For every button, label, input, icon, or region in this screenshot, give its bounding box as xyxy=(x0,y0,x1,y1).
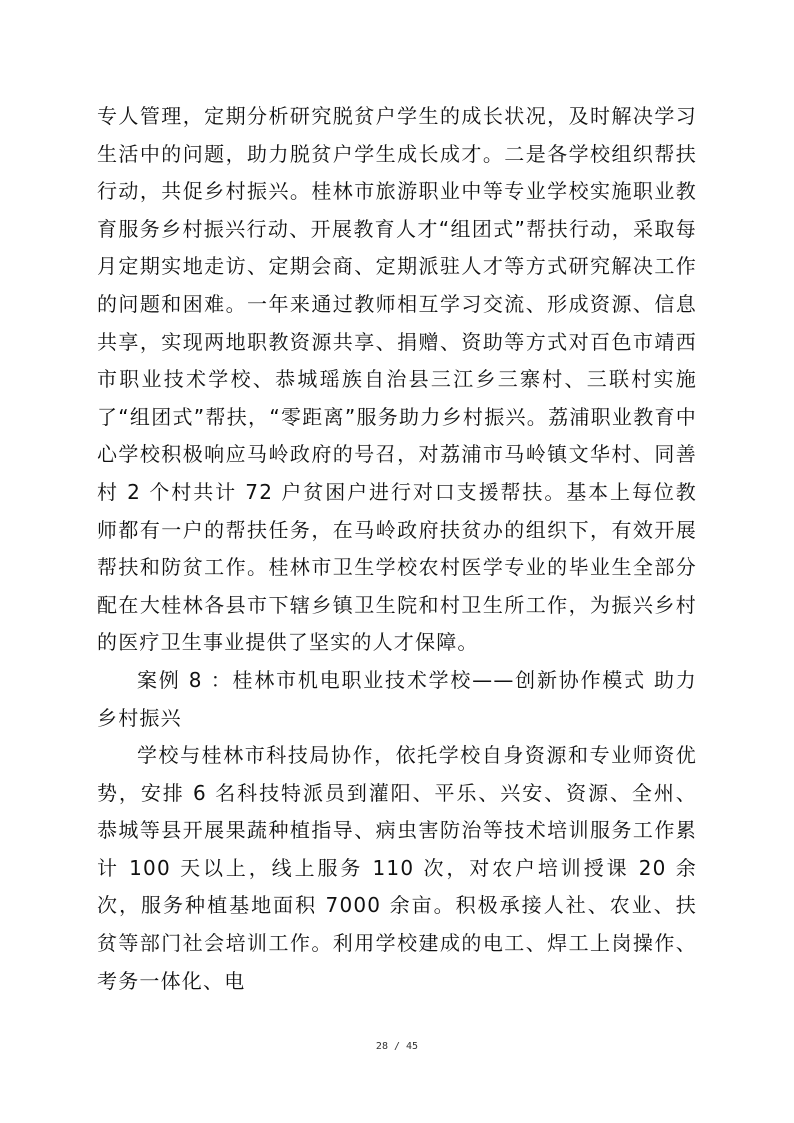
page-body xyxy=(97,98,697,1000)
page-number: 28 / 45 xyxy=(375,1041,419,1052)
body-paragraph-1: 专人管理，定期分析研究脱贫户学生的成长状况，及时解决学习生活中的问题，助力脱贫户学生成长成才。二是各学校组织帮扶行动，共促乡村振兴。桂林市旅游职业中等专业学校实施职业教育服务乡村振兴行动、开展教育人才“组团式”帮扶行动，采取每月定期实地走访、定期会商、定期派驻人才等方式研究解决工作的问题和困难。一年来通过教师相互学习交流、形成资源、信息共享，实现两地职教资源共享、捐赠、资助等方式对百色市靖西市职业技术学校、恭城瑶族自治县三江乡三寨村、三联村实施了“组团式”帮扶，“零距离”服务助力乡村振兴。荔浦职业教育中心学校积极响应马岭政府的号召，对荔浦市马岭镇文华村、同善村 2 个村共计 72 户贫困户进行对口支援帮扶。基本上每位教师都有一户的帮扶任务，在马岭政府扶贫办的组织下，有效开展帮扶和防贫工作。桂林市卫生学校农村医学专业的毕业生全部分配在大桂林各县市下辖乡镇卫生院和村卫生所工作，为振兴乡村的医疗卫生事业提供了坚实的人才保障。 xyxy=(97,104,697,655)
case-heading: 案例 8 ：桂林市机电职业技术学校——创新协作模式 助力乡村振兴 xyxy=(97,667,697,730)
body-paragraph-2: 学校与桂林市科技局协作，依托学校自身资源和专业师资优势，安排 6 名科技特派员到灌阳、平乐、兴安、资源、全州、恭城等县开展果蔬种植指导、病虫害防治等技术培训服务工作累计 100 天以上，线上服务 110 次，对农户培训授课 20 余次，服务种植基地面积 7000 余亩。积极承接人社、农业、扶贫等部门社会培训工作。利用学校建成的电工、焊工上岗操作、考务一体化、电 xyxy=(97,743,697,993)
